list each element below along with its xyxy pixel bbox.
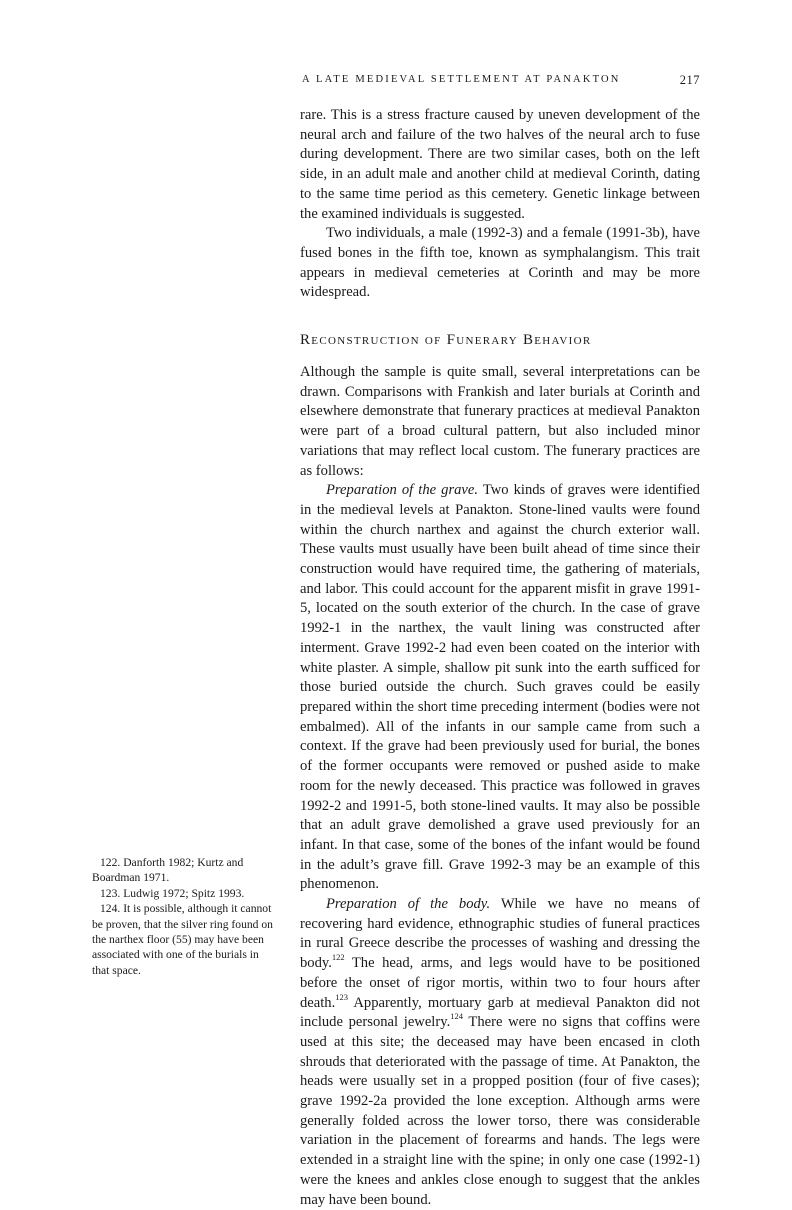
paragraph-body	[300, 895, 700, 1210]
footnote-ref-123: 123	[335, 991, 349, 1002]
running-title: A LATE MEDIEVAL SETTLEMENT AT PANAKTON	[302, 74, 621, 85]
paragraph-intro: Although the sample is quite small, several interpretations can be drawn. Comparisons with Frankish and later burials at Corinth and elsewhere demonstrate that funerary practices at medieval Panakton were part of a broad cultural pattern, but also included minor variations that may reflect local custom. The funerary practices are as follows:	[300, 364, 700, 479]
footnote-ref-122: 122	[331, 952, 345, 963]
running-head	[302, 74, 700, 92]
footnote-122: 122. Danforth 1982; Kurtz and Boardman 1971.	[92, 856, 244, 885]
page-number: 217	[679, 73, 700, 87]
footnote-124: 124. It is possible, although it cannot be proven, that the silver ring found on the narthex floor (55) may have been associated with one of the burials in that space.	[92, 902, 273, 977]
paragraph-body-text-a: While we have no means of recovering hard evidence, ethnographic studies of funeral practices in rural Greece describe the processes of washing and dressing the body.	[300, 896, 701, 972]
subheading-grave: Preparation of the grave.	[326, 482, 479, 499]
paragraph-symphalangism: Two individuals, a male (1992-3) and a female (1991-3b), have fused bones in the fifth toe, known as symphalangism. This trait appears in medieval cemeteries at Corinth and may be more widespread.	[300, 225, 700, 301]
paragraph-grave	[300, 481, 700, 895]
paragraph-grave-text: Two kinds of graves were identified in the medieval levels at Panakton. Stone-lined vaults were found within the church narthex and against the church exterior wall. These vaults must usually have been built ahead of time since their construction would have required time, the gathering of materials, and labor. This could account for the apparent misfit in grave 1991-5, located on the south exterior of the church. In the case of grave 1992-1 in the narthex, the vault lining was constructed after interment. Grave 1992-2 had even been coated on the interior with white plaster. A simple, shallow pit sunk into the earth sufficed for those buried outside the church. Such graves could be easily prepared within the short time preceding interment (bodies were not embalmed). All of the infants in our sample came from such a context. If the grave had been previously used for burial, the bones of the former occupants were removed or pushed aside to make room for the newly deceased. This practice was followed in graves 1992-2 and 1991-5, both stone-lined vaults. It may also be possible that an adult grave demolished a grave used previously for an infant. In that case, some of the bones of the infant would be found in the adult’s grave fill. Grave 1992-3 may be an example of this phenomenon.	[300, 482, 700, 893]
paragraph-body-text-b: The head, arms, and legs would have to be positioned before the onset of rigor mortis, within two to four hours after death.	[300, 955, 700, 1011]
paragraph-continued: rare. This is a stress fracture caused by uneven development of the neural arch and failure of the two halves of the neural arch to fuse during development. There are two similar cases, both on the left side, in an adult male and another child at medieval Corinth, dating to the same time period as this cemetery. Genetic linkage between the examined individuals is suggested.	[300, 107, 700, 222]
footnotes	[92, 855, 278, 978]
paragraph-body-text-c: Apparently, mortuary garb at medieval Panakton did not include personal jewelry.	[300, 994, 700, 1031]
subheading-body: Preparation of the body.	[326, 896, 491, 913]
section-heading: Reconstruction of Funerary Behavior	[300, 332, 592, 349]
paragraph-body-text-d: There were no signs that coffins were used at this site; the deceased may have been encased in cloth shrouds that deteriorated with the passage of time. At Panakton, the heads were usually set in a propped position (four of five cases); grave 1992-2a provided the lone exception. Although arms were generally folded across the lower torso, there was considerable variation in the placement of forearms and hands. The legs were extended in a straight line with the spine; in only one case (1992-1) were the knees and ankles close enough to suggest that the ankles may have been bound.	[300, 1014, 700, 1208]
footnote-ref-124: 124	[450, 1011, 463, 1022]
footnote-123: 123. Ludwig 1972; Spitz 1993.	[100, 886, 245, 900]
main-text-column	[300, 106, 700, 1210]
